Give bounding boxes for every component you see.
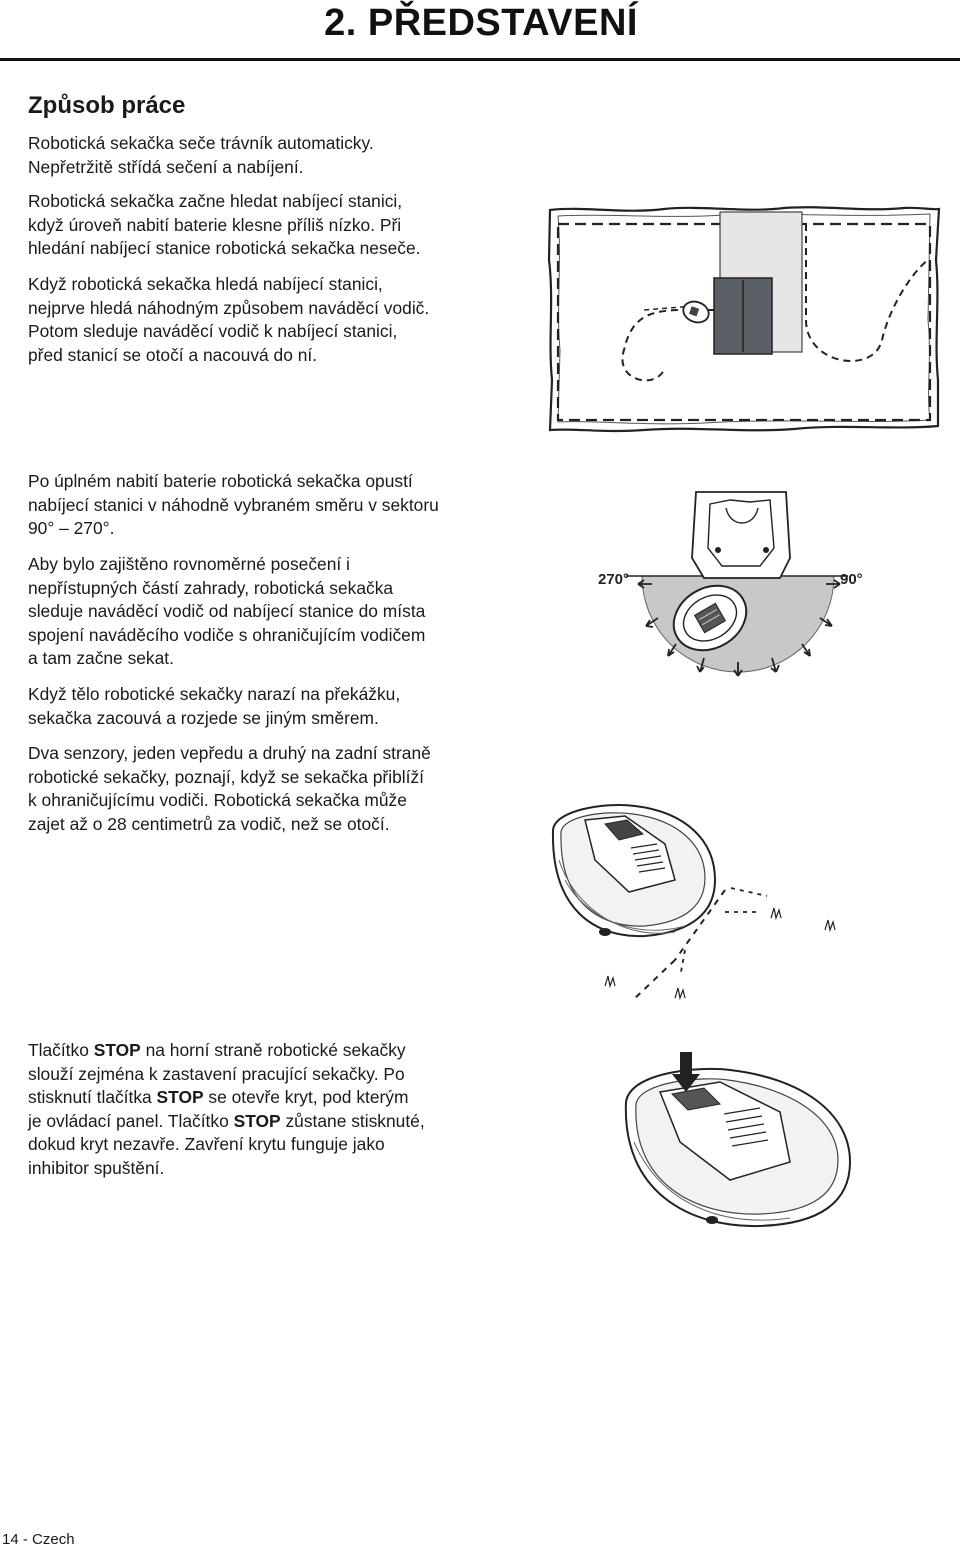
text-line: Robotická sekačka seče trávník automaticky. xyxy=(28,133,374,153)
stop-keyword: STOP xyxy=(93,1040,141,1060)
angle-label-90: 90° xyxy=(840,571,863,588)
text-line: a tam začne sekat. xyxy=(28,648,174,668)
text-line: nabíjecí stanici v náhodně vybraném směru v sektoru xyxy=(28,494,439,515)
paragraph-3 xyxy=(28,273,429,367)
text-line: Robotická sekačka začne hledat nabíjecí stanici, xyxy=(28,191,403,211)
page-header xyxy=(0,0,960,58)
paragraph-6 xyxy=(28,683,400,730)
paragraph-7 xyxy=(28,742,431,836)
mower-boundary-figure xyxy=(545,800,875,1005)
text-line: před stanicí se otočí a nacouvá do ní. xyxy=(28,344,318,365)
text-line: robotické sekačky, poznají, když se sekačka přiblíží xyxy=(28,766,424,787)
text-line: Po úplném nabití baterie robotická sekačka opustí xyxy=(28,471,413,491)
text-line: Nepřetržitě střídá sečení a nabíjení. xyxy=(28,156,304,177)
page-footer: 14 - Czech xyxy=(2,1531,75,1548)
mower-illustration xyxy=(553,805,715,936)
garden-guide-wire-figure xyxy=(544,200,944,436)
exit-sector-figure xyxy=(580,478,880,688)
stop-keyword: STOP xyxy=(156,1087,204,1107)
section-heading: Způsob práce xyxy=(28,92,186,119)
text-line: je ovládací panel. Tlačítko STOP zůstane stisknuté, xyxy=(28,1110,425,1131)
charging-station-icon xyxy=(692,492,790,578)
chapter-title: 2. PŘEDSTAVENÍ xyxy=(324,2,638,44)
text-line: hledání nabíjecí stanice robotická sekačka neseče. xyxy=(28,238,421,258)
text-line: stisknutí tlačítka STOP se otevře kryt, pod kterým xyxy=(28,1087,409,1107)
text-line: k ohraničujícímu vodiči. Robotická sekačka může xyxy=(28,790,407,810)
text-line: Aby bylo zajištěno rovnoměrné posečení i xyxy=(28,554,350,574)
paragraph-2 xyxy=(28,190,421,261)
text-line: nejprve hledá náhodným způsobem naváděcí vodič. xyxy=(28,297,430,318)
text-line: sleduje naváděcí vodič od nabíjecí stanice do místa xyxy=(28,601,426,621)
text-line: inhibitor spuštění. xyxy=(28,1157,165,1178)
paragraph-5 xyxy=(28,553,425,671)
text-line: zajet až o 28 centimetrů za vodič, než se otočí. xyxy=(28,813,390,834)
text-line: Když tělo robotické sekačky narazí na překážku, xyxy=(28,684,401,704)
text-line: sekačka zacouvá a rozjede se jiným směrem. xyxy=(28,707,379,728)
text-line: dokud kryt nezavře. Zavření krytu funguje jako xyxy=(28,1134,385,1154)
text-line: Když robotická sekačka hledá nabíjecí stanici, xyxy=(28,274,383,294)
paragraph-8 xyxy=(28,1039,425,1180)
angle-label-270: 270° xyxy=(598,571,630,588)
paragraph-1 xyxy=(28,132,374,179)
stop-keyword: STOP xyxy=(233,1110,281,1131)
mower-illustration xyxy=(626,1069,850,1226)
text-line: Dva senzory, jeden vepředu a druhý na zadní straně xyxy=(28,743,431,763)
text-line: Potom sleduje naváděcí vodič k nabíjecí stanici, xyxy=(28,321,398,341)
header-rule xyxy=(0,58,960,61)
text-line: Tlačítko STOP na horní straně robotické sekačky xyxy=(28,1040,406,1060)
paragraph-4 xyxy=(28,470,439,541)
text-line: nepřístupných částí zahrady, robotická sekačka xyxy=(28,577,394,598)
stop-button-figure xyxy=(620,1052,870,1232)
text-line: spojení naváděcího vodiče s ohraničujícím vodičem xyxy=(28,624,426,645)
text-line: když úroveň nabití baterie klesne příliš nízko. Při xyxy=(28,214,402,235)
text-line: 90° – 270°. xyxy=(28,518,115,538)
text-line: slouží zejména k zastavení pracující sekačky. Po xyxy=(28,1063,405,1084)
